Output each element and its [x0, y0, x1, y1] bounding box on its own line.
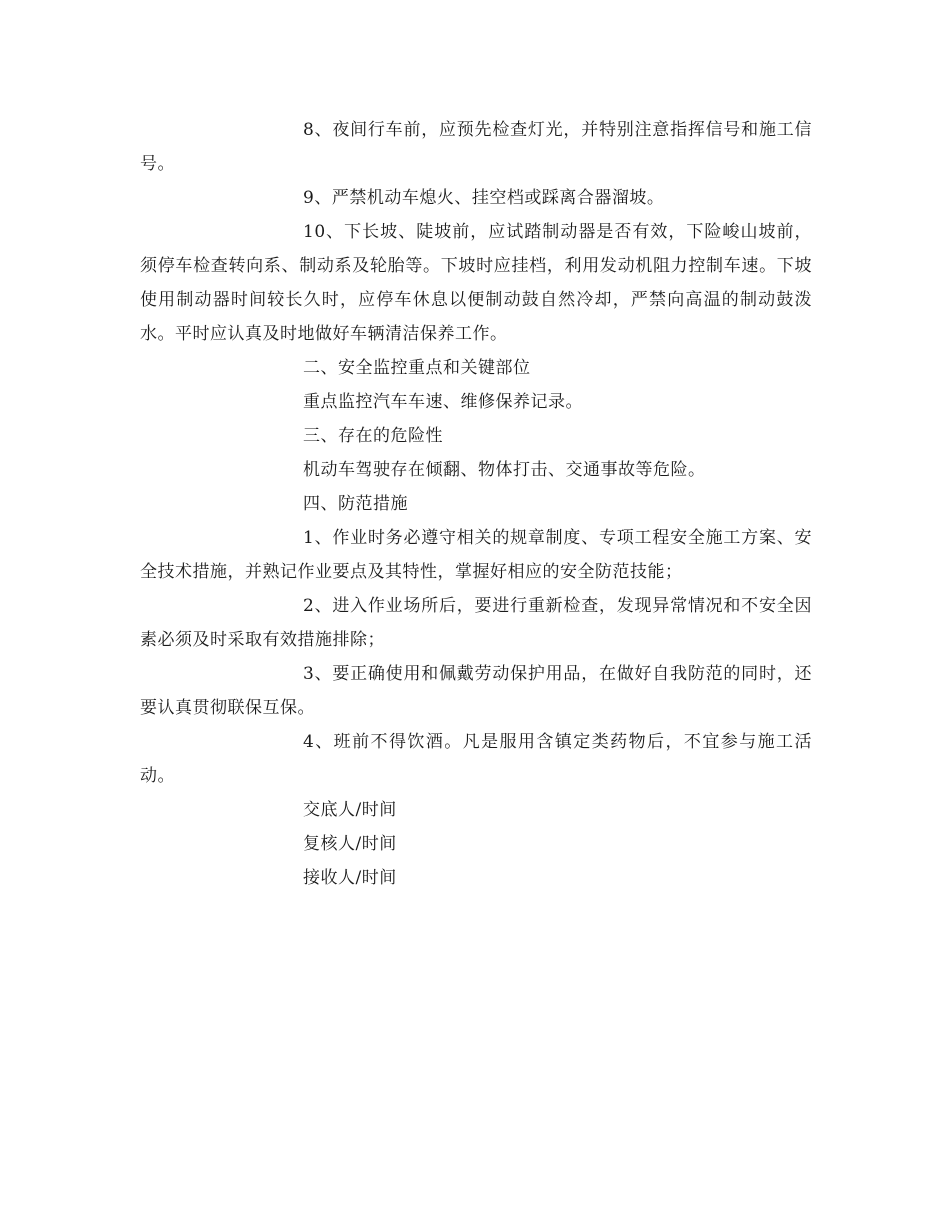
paragraph-downhill-braking: 10、下长坡、陡坡前，应试踏制动器是否有效，下险峻山坡前，须停车检查转向系、制动系及轮胎等。下坡时应挂档，利用发动机阻力控制车速。下坡使用制动器时间较长久时，应停车休息以便制动鼓自然冷却，严禁向高温的制动鼓泼水。平时应认真及时地做好车辆清洁保养工作。 [140, 222, 812, 344]
section-heading-monitoring: 二、安全监控重点和关键部位 [303, 358, 531, 378]
signature-line-reviewer: 复核人/时间 [303, 834, 397, 854]
paragraph-no-coasting: 9、严禁机动车熄火、挂空档或踩离合器溜坡。 [303, 188, 665, 208]
section-heading-hazards: 三、存在的危险性 [303, 426, 443, 446]
paragraph-precaution-4: 4、班前不得饮酒。凡是服用含镇定类药物后，不宜参与施工活动。 [140, 732, 812, 786]
section-heading-precautions: 四、防范措施 [303, 494, 408, 514]
signature-line-briefer: 交底人/时间 [303, 800, 397, 820]
paragraph-hazards: 机动车驾驶存在倾翻、物体打击、交通事故等危险。 [303, 460, 706, 480]
paragraph-precaution-3: 3、要正确使用和佩戴劳动保护用品，在做好自我防范的同时，还要认真贯彻联保互保。 [140, 664, 812, 718]
document-body [140, 113, 812, 895]
signature-line-receiver: 接收人/时间 [303, 868, 397, 888]
paragraph-precaution-1: 1、作业时务必遵守相关的规章制度、专项工程安全施工方案、安全技术措施，并熟记作业要点及其特性，掌握好相应的安全防范技能； [140, 528, 812, 582]
paragraph-night-driving: 8、夜间行车前，应预先检查灯光，并特别注意指挥信号和施工信号。 [140, 120, 812, 174]
paragraph-monitoring: 重点监控汽车车速、维修保养记录。 [303, 392, 583, 412]
paragraph-precaution-2: 2、进入作业场所后，要进行重新检查，发现异常情况和不安全因素必须及时采取有效措施排除； [140, 596, 812, 650]
